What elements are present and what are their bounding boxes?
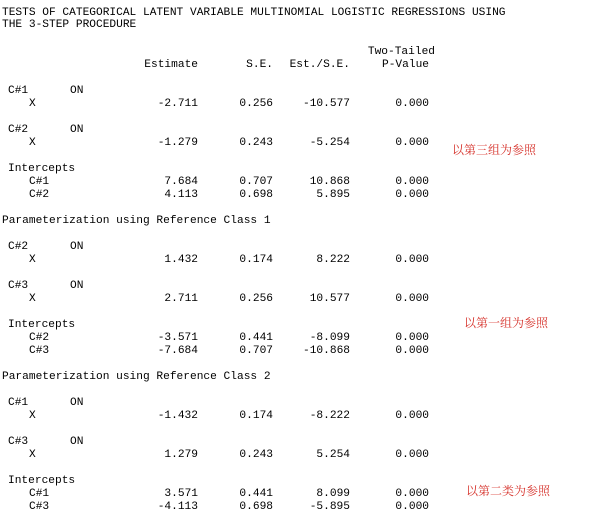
- row-label: C#1: [29, 176, 50, 188]
- row-p-value: 0.000: [395, 293, 429, 305]
- section-heading: Parameterization using Reference Class 2: [2, 371, 271, 383]
- block-heading-left: C#3: [8, 436, 29, 448]
- row-estimate: -1.279: [157, 137, 198, 149]
- row-estimate: -3.571: [157, 332, 198, 344]
- row-est-se: -8.222: [309, 410, 350, 422]
- annotation-note: 以第三组为参照: [452, 143, 537, 157]
- row-estimate: -1.432: [157, 410, 198, 422]
- row-se: 0.441: [239, 332, 273, 344]
- block-heading-left: C#2: [8, 124, 29, 136]
- header-two-tailed: Two-Tailed: [367, 46, 435, 58]
- block-heading-left: Intercepts: [8, 475, 76, 487]
- section-heading: Parameterization using Reference Class 1: [2, 215, 271, 227]
- row-label: C#2: [29, 332, 50, 344]
- header-p-value: P-Value: [382, 59, 429, 71]
- row-est-se: 10.577: [309, 293, 350, 305]
- row-se: 0.698: [239, 189, 273, 201]
- row-se: 0.707: [239, 176, 273, 188]
- row-p-value: 0.000: [395, 488, 429, 500]
- row-se: 0.174: [239, 410, 273, 422]
- title-line-2: THE 3-STEP PROCEDURE: [2, 19, 137, 31]
- row-est-se: 10.868: [309, 176, 350, 188]
- row-p-value: 0.000: [395, 137, 429, 149]
- block-heading-left: C#1: [8, 397, 29, 409]
- row-p-value: 0.000: [395, 345, 429, 357]
- row-label: X: [29, 98, 36, 110]
- row-estimate: 2.711: [164, 293, 198, 305]
- block-heading-left: Intercepts: [8, 319, 76, 331]
- header-se: S.E.: [246, 59, 273, 71]
- block-heading-right: ON: [70, 241, 84, 253]
- row-label: X: [29, 410, 36, 422]
- row-est-se: -5.895: [309, 501, 350, 513]
- row-est-se: -5.254: [309, 137, 350, 149]
- row-estimate: -7.684: [157, 345, 198, 357]
- row-se: 0.441: [239, 488, 273, 500]
- row-p-value: 0.000: [395, 332, 429, 344]
- row-se: 0.256: [239, 293, 273, 305]
- row-p-value: 0.000: [395, 98, 429, 110]
- row-estimate: 4.113: [164, 189, 198, 201]
- block-heading-left: C#1: [8, 85, 29, 97]
- row-est-se: -10.577: [303, 98, 350, 110]
- row-label: X: [29, 137, 36, 149]
- row-est-se: 5.895: [316, 189, 350, 201]
- row-est-se: 8.222: [316, 254, 350, 266]
- row-p-value: 0.000: [395, 189, 429, 201]
- row-estimate: -2.711: [157, 98, 198, 110]
- row-label: C#2: [29, 189, 50, 201]
- row-se: 0.707: [239, 345, 273, 357]
- block-heading-right: ON: [70, 397, 84, 409]
- row-label: C#1: [29, 488, 50, 500]
- row-label: X: [29, 254, 36, 266]
- block-heading-left: C#2: [8, 241, 29, 253]
- row-label: C#3: [29, 501, 50, 513]
- row-estimate: 1.432: [164, 254, 198, 266]
- row-p-value: 0.000: [395, 254, 429, 266]
- row-est-se: -8.099: [309, 332, 350, 344]
- row-estimate: 7.684: [164, 176, 198, 188]
- row-label: X: [29, 449, 36, 461]
- block-heading-right: ON: [70, 280, 84, 292]
- block-heading-right: ON: [70, 85, 84, 97]
- block-heading-left: C#3: [8, 280, 29, 292]
- row-se: 0.243: [239, 449, 273, 461]
- block-heading-right: ON: [70, 124, 84, 136]
- title-line-1: TESTS OF CATEGORICAL LATENT VARIABLE MULTINOMIAL LOGISTIC REGRESSIONS USING: [2, 7, 506, 19]
- row-est-se: -10.868: [303, 345, 350, 357]
- row-se: 0.243: [239, 137, 273, 149]
- row-est-se: 5.254: [316, 449, 350, 461]
- row-est-se: 8.099: [316, 488, 350, 500]
- block-heading-right: ON: [70, 436, 84, 448]
- row-p-value: 0.000: [395, 501, 429, 513]
- row-se: 0.256: [239, 98, 273, 110]
- row-estimate: -4.113: [157, 501, 198, 513]
- row-se: 0.698: [239, 501, 273, 513]
- header-estimate: Estimate: [144, 59, 198, 71]
- row-estimate: 3.571: [164, 488, 198, 500]
- header-est-se: Est./S.E.: [289, 59, 350, 71]
- row-se: 0.174: [239, 254, 273, 266]
- row-p-value: 0.000: [395, 176, 429, 188]
- annotation-note: 以第一组为参照: [464, 316, 549, 330]
- annotation-note: 以第二类为参照: [466, 484, 551, 498]
- row-label: C#3: [29, 345, 50, 357]
- row-p-value: 0.000: [395, 449, 429, 461]
- row-label: X: [29, 293, 36, 305]
- row-p-value: 0.000: [395, 410, 429, 422]
- row-estimate: 1.279: [164, 449, 198, 461]
- block-heading-left: Intercepts: [8, 163, 76, 175]
